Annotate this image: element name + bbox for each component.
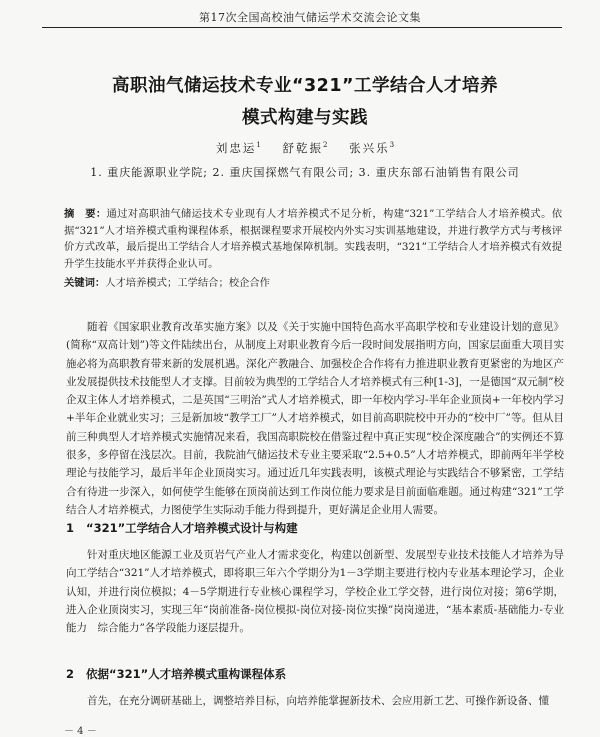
section-2-paragraph: 首先，在充分调研基础上，调整培养目标，向培养能掌握新技术、会应用新工艺、可操作新设备、懂 — [87, 695, 549, 707]
keywords-label: 关键词： — [64, 277, 106, 289]
keywords — [64, 276, 562, 291]
running-head: 第17次全国高校油气储运学术交流会论文集 — [199, 11, 421, 24]
keywords-text: 人才培养模式；工学结合；校企合作 — [105, 277, 270, 289]
page-number: － 4 － — [64, 726, 97, 737]
title-line-2: 模式构建与实践 — [242, 108, 368, 128]
affiliations: 1. 重庆能源职业学院; 2. 重庆国探燃气有限公司; 3. 重庆东部石油销售有限公司 — [90, 166, 520, 179]
author-affil-mark: 3 — [389, 141, 395, 150]
section-title: “321”工学结合人才培养模式设计与构建 — [86, 521, 298, 535]
intro-paragraph: 随着《国家职业教育改革实施方案》以及《关于实施中国特色高水平高职学校和专业建设计划的意见》(简称“双高计划”)等文件陆续出台，从制度上对职业教育今后一段时间发展指明方向，国家层面重大项目实施必将为高职教育带来新的发展机遇。深化产教融合、加强校企合作将有力推进职业教育更紧密的为地区产业发展提供技术技能型人才支撑。目前较为典型的工学结合人才培养模式有三种[1-3]，一是德国“双元制”校企双主体人才培养模式，二是英国“三明治”式人才培养模式，即一年校内学习-半年企业顶岗+一年校内学习+半年企业就业实习；三是新加坡“教学工厂”人才培养模式，如目前高职院校中开办的“校中厂”等。但从目前三种典型人才培养模式实施情况来看，我国高职院校在借鉴过程中真正实现“校企深度融合”的实例还不算很多，多停留在浅层次。目前，我院油气储运技术专业主要采取“2.5+0.5”人才培养模式，即前两年半学校理论与技能学习，最后半年企业顶岗实习。通过近几年实践表明，该模式理论与实践结合不够紧密，工学结合有待进一步深入，如何使学生能够在顶岗前达到工作岗位能力要求是目前面临难题。通过构建“321”工学结合人才培养模式，力图使学生实际动手能力得到提升，更好满足企业用人需要。 — [66, 321, 564, 516]
abstract-text: 通过对高职油气储运技术专业现有人才培养模式不足分析，构建“321”工学结合人才培养模式。依据“321”人才培养模式重构课程体系，根据课程要求开展校内外实习实训基地建设，并进行教学方式与考核评价方式改革，最后提出工学结合人才培养模式基地保障机制。实践表明，“321”工学结合人才培养模式有效提升学生技能水平并获得企业认可。 — [64, 208, 562, 270]
author-2 — [283, 141, 328, 155]
header-rule — [42, 27, 562, 28]
author-name: 刘忠运 — [215, 141, 257, 155]
author-1 — [216, 141, 261, 155]
author-affil-mark: 2 — [323, 141, 328, 150]
abstract — [64, 206, 562, 272]
author-list — [40, 140, 570, 156]
abstract-label: 摘 要： — [64, 208, 107, 220]
section-heading-2 — [66, 666, 564, 682]
section-heading-1 — [66, 520, 564, 536]
section-1-paragraph: 针对重庆地区能源工业及页岩气产业人才需求变化，构建以创新型、发展型专业技术技能人才培养为导向工学结合“321”人才培养模式，即将职三年六个学期分为1－3学期主要进行校内专业基本理论学习，企业认知，并进行岗位模拟；4－5学期进行专业核心课程学习，学校企业工学交替，进行岗位对接；第6学期，进入企业顶岗实习，实现三年“岗前准备-岗位模拟-岗位对接-岗位实操”岗岗递进，“基本素质-基础能力-专业能力 综合能力”各学段能力逐层提升。 — [66, 549, 564, 635]
section-number: 2 — [66, 667, 75, 681]
author-3 — [349, 141, 394, 155]
title-line-1: 高职油气储运技术专业“321”工学结合人才培养 — [111, 76, 499, 96]
section-number: 1 — [66, 521, 75, 535]
author-name: 舒乾振 — [282, 141, 324, 155]
author-affil-mark: 1 — [256, 141, 261, 150]
section-title: 依据“321”人才培养模式重构课程体系 — [86, 667, 287, 681]
author-name: 张兴乐 — [349, 141, 390, 155]
